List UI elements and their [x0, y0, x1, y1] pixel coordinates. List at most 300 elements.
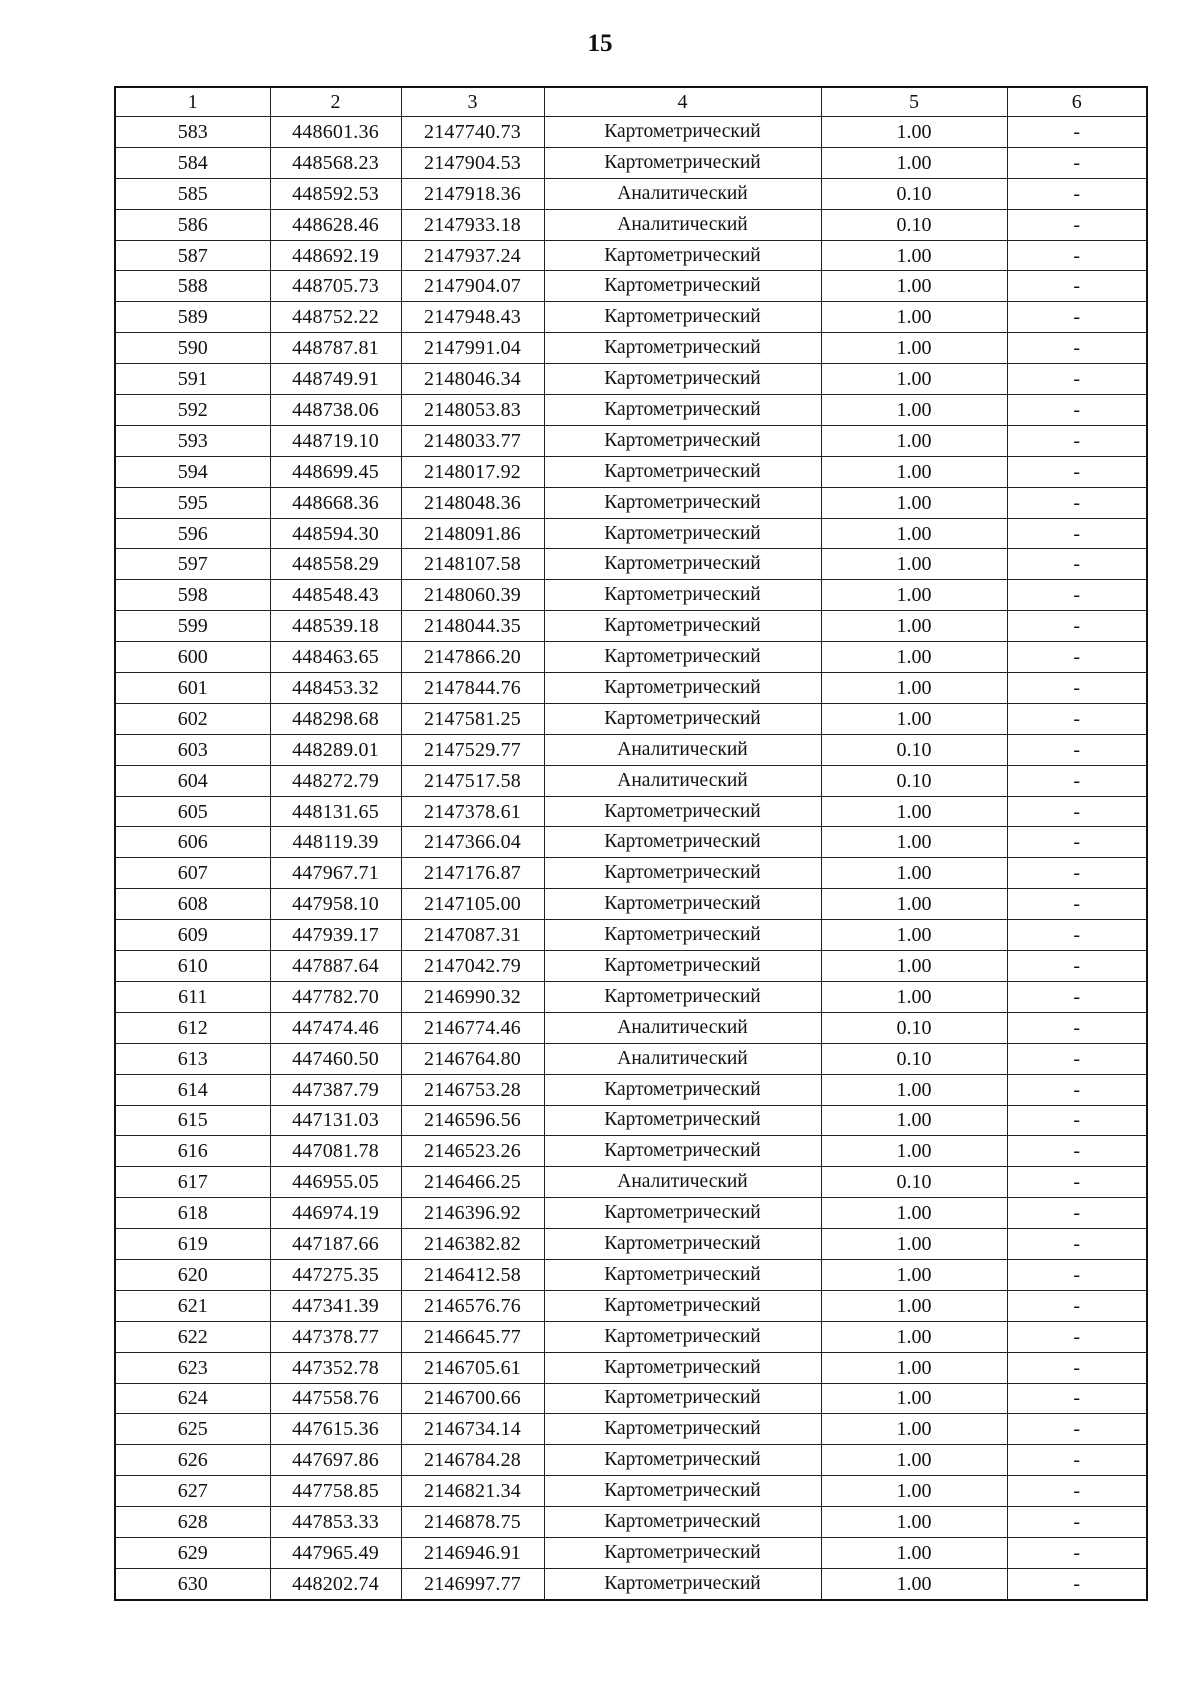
table-row: [115, 240, 1147, 271]
note-cell: -: [1007, 1229, 1147, 1260]
accuracy-cell: 1.00: [821, 487, 1007, 518]
accuracy-cell: 0.10: [821, 1012, 1007, 1043]
accuracy-cell: 1.00: [821, 1105, 1007, 1136]
note-cell: -: [1007, 147, 1147, 178]
y-coordinate-cell: 2146821.34: [401, 1476, 544, 1507]
method-cell: Картометрический: [544, 1445, 821, 1476]
method-cell: Картометрический: [544, 1414, 821, 1445]
point-number-cell: 585: [115, 178, 270, 209]
method-cell: Аналитический: [544, 1043, 821, 1074]
note-cell: -: [1007, 240, 1147, 271]
y-coordinate-cell: 2146466.25: [401, 1167, 544, 1198]
point-number-cell: 609: [115, 920, 270, 951]
y-coordinate-cell: 2147933.18: [401, 209, 544, 240]
point-number-cell: 623: [115, 1352, 270, 1383]
y-coordinate-cell: 2147740.73: [401, 117, 544, 148]
table-row: [115, 333, 1147, 364]
accuracy-cell: 0.10: [821, 1167, 1007, 1198]
note-cell: -: [1007, 117, 1147, 148]
accuracy-cell: 1.00: [821, 1136, 1007, 1167]
point-number-cell: 607: [115, 858, 270, 889]
y-coordinate-cell: 2147948.43: [401, 302, 544, 333]
accuracy-cell: 1.00: [821, 611, 1007, 642]
method-cell: Картометрический: [544, 1198, 821, 1229]
accuracy-cell: 0.10: [821, 209, 1007, 240]
x-coordinate-cell: 447275.35: [270, 1259, 401, 1290]
method-cell: Картометрический: [544, 456, 821, 487]
point-number-cell: 615: [115, 1105, 270, 1136]
table-row: [115, 611, 1147, 642]
method-cell: Картометрический: [544, 642, 821, 673]
y-coordinate-cell: 2147904.07: [401, 271, 544, 302]
y-coordinate-cell: 2146997.77: [401, 1568, 544, 1599]
point-number-cell: 614: [115, 1074, 270, 1105]
table-row: [115, 1259, 1147, 1290]
x-coordinate-cell: 448738.06: [270, 395, 401, 426]
note-cell: -: [1007, 611, 1147, 642]
x-coordinate-cell: 447460.50: [270, 1043, 401, 1074]
note-cell: -: [1007, 364, 1147, 395]
accuracy-cell: 1.00: [821, 1476, 1007, 1507]
table-row: [115, 549, 1147, 580]
column-header-4: 4: [544, 87, 821, 117]
note-cell: -: [1007, 425, 1147, 456]
point-number-cell: 618: [115, 1198, 270, 1229]
y-coordinate-cell: 2148091.86: [401, 518, 544, 549]
point-number-cell: 627: [115, 1476, 270, 1507]
accuracy-cell: 1.00: [821, 425, 1007, 456]
table-row: [115, 1043, 1147, 1074]
note-cell: -: [1007, 209, 1147, 240]
method-cell: Картометрический: [544, 580, 821, 611]
accuracy-cell: 1.00: [821, 642, 1007, 673]
table-row: [115, 209, 1147, 240]
accuracy-cell: 1.00: [821, 1507, 1007, 1538]
y-coordinate-cell: 2146396.92: [401, 1198, 544, 1229]
method-cell: Картометрический: [544, 858, 821, 889]
x-coordinate-cell: 448787.81: [270, 333, 401, 364]
column-header-1: 1: [115, 87, 270, 117]
note-cell: -: [1007, 1290, 1147, 1321]
method-cell: Картометрический: [544, 117, 821, 148]
note-cell: -: [1007, 487, 1147, 518]
method-cell: Картометрический: [544, 395, 821, 426]
y-coordinate-cell: 2148107.58: [401, 549, 544, 580]
table-row: [115, 1352, 1147, 1383]
table-row: [115, 734, 1147, 765]
method-cell: Аналитический: [544, 1012, 821, 1043]
x-coordinate-cell: 448692.19: [270, 240, 401, 271]
x-coordinate-cell: 448548.43: [270, 580, 401, 611]
y-coordinate-cell: 2147904.53: [401, 147, 544, 178]
x-coordinate-cell: 448719.10: [270, 425, 401, 456]
accuracy-cell: 1.00: [821, 364, 1007, 395]
y-coordinate-cell: 2147366.04: [401, 827, 544, 858]
table-row: [115, 827, 1147, 858]
method-cell: Картометрический: [544, 1259, 821, 1290]
method-cell: Картометрический: [544, 951, 821, 982]
table-row: [115, 889, 1147, 920]
note-cell: -: [1007, 549, 1147, 580]
table-row: [115, 1198, 1147, 1229]
method-cell: Картометрический: [544, 271, 821, 302]
note-cell: -: [1007, 395, 1147, 426]
table-row: [115, 147, 1147, 178]
accuracy-cell: 1.00: [821, 1414, 1007, 1445]
table-row: [115, 178, 1147, 209]
note-cell: -: [1007, 1198, 1147, 1229]
accuracy-cell: 1.00: [821, 889, 1007, 920]
table-row: [115, 1012, 1147, 1043]
accuracy-cell: 1.00: [821, 240, 1007, 271]
point-number-cell: 593: [115, 425, 270, 456]
accuracy-cell: 1.00: [821, 1229, 1007, 1260]
table-row: [115, 920, 1147, 951]
x-coordinate-cell: 448668.36: [270, 487, 401, 518]
accuracy-cell: 0.10: [821, 178, 1007, 209]
point-number-cell: 584: [115, 147, 270, 178]
method-cell: Картометрический: [544, 673, 821, 704]
y-coordinate-cell: 2146946.91: [401, 1537, 544, 1568]
point-number-cell: 597: [115, 549, 270, 580]
point-number-cell: 611: [115, 981, 270, 1012]
method-cell: Картометрический: [544, 1229, 821, 1260]
y-coordinate-cell: 2147991.04: [401, 333, 544, 364]
note-cell: -: [1007, 673, 1147, 704]
x-coordinate-cell: 448601.36: [270, 117, 401, 148]
note-cell: -: [1007, 703, 1147, 734]
point-number-cell: 600: [115, 642, 270, 673]
note-cell: -: [1007, 1537, 1147, 1568]
method-cell: Картометрический: [544, 1383, 821, 1414]
table-row: [115, 1445, 1147, 1476]
point-number-cell: 624: [115, 1383, 270, 1414]
y-coordinate-cell: 2146734.14: [401, 1414, 544, 1445]
accuracy-cell: 1.00: [821, 951, 1007, 982]
point-number-cell: 605: [115, 796, 270, 827]
accuracy-cell: 1.00: [821, 395, 1007, 426]
note-cell: -: [1007, 1476, 1147, 1507]
method-cell: Аналитический: [544, 734, 821, 765]
x-coordinate-cell: 447965.49: [270, 1537, 401, 1568]
note-cell: -: [1007, 1383, 1147, 1414]
method-cell: Картометрический: [544, 703, 821, 734]
accuracy-cell: 1.00: [821, 1352, 1007, 1383]
x-coordinate-cell: 447352.78: [270, 1352, 401, 1383]
method-cell: Картометрический: [544, 981, 821, 1012]
method-cell: Картометрический: [544, 487, 821, 518]
method-cell: Картометрический: [544, 240, 821, 271]
accuracy-cell: 1.00: [821, 981, 1007, 1012]
y-coordinate-cell: 2148053.83: [401, 395, 544, 426]
note-cell: -: [1007, 1352, 1147, 1383]
note-cell: -: [1007, 1012, 1147, 1043]
y-coordinate-cell: 2146774.46: [401, 1012, 544, 1043]
accuracy-cell: 1.00: [821, 333, 1007, 364]
point-number-cell: 604: [115, 765, 270, 796]
point-number-cell: 598: [115, 580, 270, 611]
table-row: [115, 1229, 1147, 1260]
note-cell: -: [1007, 302, 1147, 333]
y-coordinate-cell: 2148048.36: [401, 487, 544, 518]
table-row: [115, 456, 1147, 487]
method-cell: Картометрический: [544, 302, 821, 333]
note-cell: -: [1007, 1259, 1147, 1290]
point-number-cell: 617: [115, 1167, 270, 1198]
method-cell: Картометрический: [544, 827, 821, 858]
accuracy-cell: 1.00: [821, 1445, 1007, 1476]
y-coordinate-cell: 2146784.28: [401, 1445, 544, 1476]
note-cell: -: [1007, 827, 1147, 858]
note-cell: -: [1007, 889, 1147, 920]
x-coordinate-cell: 448628.46: [270, 209, 401, 240]
point-number-cell: 606: [115, 827, 270, 858]
y-coordinate-cell: 2148017.92: [401, 456, 544, 487]
table-row: [115, 1537, 1147, 1568]
x-coordinate-cell: 448463.65: [270, 642, 401, 673]
method-cell: Картометрический: [544, 518, 821, 549]
x-coordinate-cell: 448298.68: [270, 703, 401, 734]
table-body: [115, 117, 1147, 1600]
point-number-cell: 599: [115, 611, 270, 642]
header-row: [115, 87, 1147, 117]
y-coordinate-cell: 2148060.39: [401, 580, 544, 611]
y-coordinate-cell: 2147176.87: [401, 858, 544, 889]
point-number-cell: 592: [115, 395, 270, 426]
coordinates-table: [114, 86, 1148, 1601]
method-cell: Картометрический: [544, 1136, 821, 1167]
note-cell: -: [1007, 1507, 1147, 1538]
y-coordinate-cell: 2146705.61: [401, 1352, 544, 1383]
y-coordinate-cell: 2147937.24: [401, 240, 544, 271]
x-coordinate-cell: 448119.39: [270, 827, 401, 858]
note-cell: -: [1007, 456, 1147, 487]
x-coordinate-cell: 446955.05: [270, 1167, 401, 1198]
x-coordinate-cell: 447967.71: [270, 858, 401, 889]
x-coordinate-cell: 447958.10: [270, 889, 401, 920]
x-coordinate-cell: 448453.32: [270, 673, 401, 704]
accuracy-cell: 1.00: [821, 1321, 1007, 1352]
x-coordinate-cell: 448202.74: [270, 1568, 401, 1599]
x-coordinate-cell: 447474.46: [270, 1012, 401, 1043]
y-coordinate-cell: 2146523.26: [401, 1136, 544, 1167]
x-coordinate-cell: 448289.01: [270, 734, 401, 765]
x-coordinate-cell: 448558.29: [270, 549, 401, 580]
accuracy-cell: 1.00: [821, 1290, 1007, 1321]
method-cell: Картометрический: [544, 425, 821, 456]
accuracy-cell: 1.00: [821, 117, 1007, 148]
method-cell: Картометрический: [544, 1321, 821, 1352]
point-number-cell: 621: [115, 1290, 270, 1321]
note-cell: -: [1007, 765, 1147, 796]
x-coordinate-cell: 448699.45: [270, 456, 401, 487]
point-number-cell: 619: [115, 1229, 270, 1260]
point-number-cell: 620: [115, 1259, 270, 1290]
table-row: [115, 1507, 1147, 1538]
point-number-cell: 608: [115, 889, 270, 920]
point-number-cell: 583: [115, 117, 270, 148]
x-coordinate-cell: 448539.18: [270, 611, 401, 642]
accuracy-cell: 1.00: [821, 1568, 1007, 1599]
note-cell: -: [1007, 333, 1147, 364]
x-coordinate-cell: 447697.86: [270, 1445, 401, 1476]
y-coordinate-cell: 2148044.35: [401, 611, 544, 642]
column-header-6: 6: [1007, 87, 1147, 117]
y-coordinate-cell: 2147918.36: [401, 178, 544, 209]
table-row: [115, 796, 1147, 827]
note-cell: -: [1007, 981, 1147, 1012]
note-cell: -: [1007, 1074, 1147, 1105]
x-coordinate-cell: 447558.76: [270, 1383, 401, 1414]
table-row: [115, 1290, 1147, 1321]
note-cell: -: [1007, 1043, 1147, 1074]
x-coordinate-cell: 447939.17: [270, 920, 401, 951]
accuracy-cell: 1.00: [821, 302, 1007, 333]
method-cell: Аналитический: [544, 1167, 821, 1198]
table-row: [115, 1568, 1147, 1599]
table-row: [115, 395, 1147, 426]
x-coordinate-cell: 447782.70: [270, 981, 401, 1012]
table-row: [115, 271, 1147, 302]
point-number-cell: 613: [115, 1043, 270, 1074]
point-number-cell: 603: [115, 734, 270, 765]
y-coordinate-cell: 2147378.61: [401, 796, 544, 827]
x-coordinate-cell: 448752.22: [270, 302, 401, 333]
table-row: [115, 302, 1147, 333]
table-row: [115, 117, 1147, 148]
x-coordinate-cell: 447387.79: [270, 1074, 401, 1105]
table-row: [115, 858, 1147, 889]
accuracy-cell: 1.00: [821, 580, 1007, 611]
note-cell: -: [1007, 920, 1147, 951]
method-cell: Аналитический: [544, 209, 821, 240]
accuracy-cell: 1.00: [821, 796, 1007, 827]
point-number-cell: 612: [115, 1012, 270, 1043]
note-cell: -: [1007, 580, 1147, 611]
note-cell: -: [1007, 642, 1147, 673]
page-number: 15: [587, 30, 613, 57]
table-row: [115, 1321, 1147, 1352]
x-coordinate-cell: 447081.78: [270, 1136, 401, 1167]
table-row: [115, 765, 1147, 796]
table-header: [115, 87, 1147, 117]
y-coordinate-cell: 2147087.31: [401, 920, 544, 951]
x-coordinate-cell: 447758.85: [270, 1476, 401, 1507]
method-cell: Картометрический: [544, 920, 821, 951]
method-cell: Картометрический: [544, 1105, 821, 1136]
accuracy-cell: 1.00: [821, 456, 1007, 487]
x-coordinate-cell: 447187.66: [270, 1229, 401, 1260]
method-cell: Картометрический: [544, 1290, 821, 1321]
accuracy-cell: 1.00: [821, 1198, 1007, 1229]
accuracy-cell: 1.00: [821, 1259, 1007, 1290]
method-cell: Картометрический: [544, 889, 821, 920]
x-coordinate-cell: 447341.39: [270, 1290, 401, 1321]
table-row: [115, 1383, 1147, 1414]
x-coordinate-cell: 447131.03: [270, 1105, 401, 1136]
y-coordinate-cell: 2147105.00: [401, 889, 544, 920]
accuracy-cell: 1.00: [821, 518, 1007, 549]
point-number-cell: 596: [115, 518, 270, 549]
y-coordinate-cell: 2146753.28: [401, 1074, 544, 1105]
point-number-cell: 610: [115, 951, 270, 982]
accuracy-cell: 0.10: [821, 1043, 1007, 1074]
method-cell: Картометрический: [544, 333, 821, 364]
table-row: [115, 1414, 1147, 1445]
accuracy-cell: 1.00: [821, 1537, 1007, 1568]
table-row: [115, 580, 1147, 611]
x-coordinate-cell: 448131.65: [270, 796, 401, 827]
table-row: [115, 642, 1147, 673]
accuracy-cell: 0.10: [821, 734, 1007, 765]
x-coordinate-cell: 446974.19: [270, 1198, 401, 1229]
note-cell: -: [1007, 734, 1147, 765]
x-coordinate-cell: 447887.64: [270, 951, 401, 982]
y-coordinate-cell: 2146645.77: [401, 1321, 544, 1352]
accuracy-cell: 1.00: [821, 827, 1007, 858]
method-cell: Картометрический: [544, 611, 821, 642]
x-coordinate-cell: 448272.79: [270, 765, 401, 796]
method-cell: Картометрический: [544, 1568, 821, 1599]
y-coordinate-cell: 2147866.20: [401, 642, 544, 673]
point-number-cell: 630: [115, 1568, 270, 1599]
y-coordinate-cell: 2146700.66: [401, 1383, 544, 1414]
note-cell: -: [1007, 1414, 1147, 1445]
point-number-cell: 622: [115, 1321, 270, 1352]
y-coordinate-cell: 2147844.76: [401, 673, 544, 704]
method-cell: Картометрический: [544, 1476, 821, 1507]
x-coordinate-cell: 448568.23: [270, 147, 401, 178]
note-cell: -: [1007, 1321, 1147, 1352]
table-row: [115, 364, 1147, 395]
note-cell: -: [1007, 858, 1147, 889]
accuracy-cell: 1.00: [821, 858, 1007, 889]
table-row: [115, 425, 1147, 456]
note-cell: -: [1007, 1167, 1147, 1198]
note-cell: -: [1007, 1105, 1147, 1136]
y-coordinate-cell: 2146878.75: [401, 1507, 544, 1538]
y-coordinate-cell: 2146596.56: [401, 1105, 544, 1136]
method-cell: Картометрический: [544, 364, 821, 395]
note-cell: -: [1007, 951, 1147, 982]
y-coordinate-cell: 2147529.77: [401, 734, 544, 765]
note-cell: -: [1007, 518, 1147, 549]
table-row: [115, 1167, 1147, 1198]
column-header-2: 2: [270, 87, 401, 117]
table-row: [115, 951, 1147, 982]
y-coordinate-cell: 2146764.80: [401, 1043, 544, 1074]
accuracy-cell: 1.00: [821, 271, 1007, 302]
table-row: [115, 1136, 1147, 1167]
y-coordinate-cell: 2146990.32: [401, 981, 544, 1012]
y-coordinate-cell: 2147581.25: [401, 703, 544, 734]
column-header-3: 3: [401, 87, 544, 117]
y-coordinate-cell: 2147042.79: [401, 951, 544, 982]
table-row: [115, 518, 1147, 549]
x-coordinate-cell: 447378.77: [270, 1321, 401, 1352]
note-cell: -: [1007, 178, 1147, 209]
table-row: [115, 703, 1147, 734]
point-number-cell: 587: [115, 240, 270, 271]
x-coordinate-cell: 447853.33: [270, 1507, 401, 1538]
x-coordinate-cell: 448594.30: [270, 518, 401, 549]
point-number-cell: 590: [115, 333, 270, 364]
point-number-cell: 616: [115, 1136, 270, 1167]
point-number-cell: 602: [115, 703, 270, 734]
y-coordinate-cell: 2147517.58: [401, 765, 544, 796]
method-cell: Картометрический: [544, 147, 821, 178]
y-coordinate-cell: 2146576.76: [401, 1290, 544, 1321]
